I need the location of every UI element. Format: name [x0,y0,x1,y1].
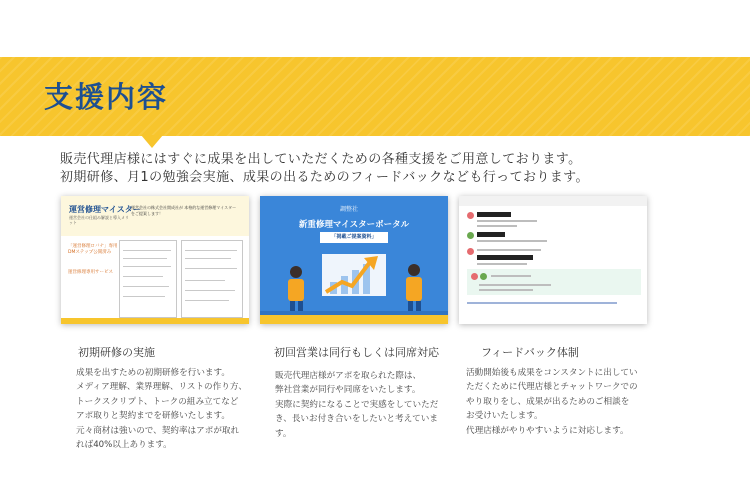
document-line [185,268,237,269]
message-line [477,225,517,227]
text-line: お受けいたします。 [466,411,543,422]
avatar [480,273,487,280]
document-line [123,258,167,259]
person-head [290,266,302,278]
avatar [467,212,474,219]
banner-pointer [141,135,163,148]
redacted-name [477,212,511,217]
text-line: す。 [275,428,292,439]
person-head [408,264,420,276]
portal-title: 新重修理マイスターポータル [298,220,410,230]
text-line: 代理店様がやりやすいように対応します。 [466,425,629,436]
document-line [123,286,169,287]
page-title: 支援内容 [44,80,169,114]
message-line [477,220,537,222]
card-heading: 運営会社の株式会社開成社が 本格的な運営修理マイスター をご提案します！ [131,205,237,216]
text-line: き、長いお付き合いをしたいと考えていま [275,414,438,425]
card-footer-bar [260,315,448,324]
training-materials-card [61,196,249,324]
text-line: 弊社営業が同行や同席をいたします。 [275,385,421,396]
text-line: やり取りをし、成果が出るためのご相談を [466,396,630,407]
redacted-name [477,232,505,237]
text-line: 活動開始後も成果をコンスタントに出してい [466,368,638,378]
document-line [123,296,165,297]
text-line: 元々商材は強いので、契約率はアポが取れ [76,425,240,436]
text-line: トークスクリプト、トークの組み立てなど [76,396,239,407]
message-line [477,249,541,251]
column-heading-feedback: フィードバック体制 [481,346,579,359]
avatar [467,248,474,255]
column-heading-sales: 初回営業は同行もしくは同席対応 [274,346,439,359]
column-text-training [76,366,256,452]
redacted-text [477,255,533,260]
person-body [406,277,422,301]
document-line [185,258,231,259]
chat-window-bar [459,196,647,206]
avatar [471,273,478,280]
intro-text [60,151,720,187]
message-line [491,275,531,277]
text-line: れば40%以上あります。 [76,440,172,451]
column-text-feedback [466,366,646,438]
message-line [477,240,547,242]
card-footer-bar [61,318,249,324]
document-line [185,250,237,251]
message-line [479,284,551,286]
document-line [123,250,171,251]
text-line: 実際に契約になることで実感をしていただ [275,399,439,410]
link-line [467,302,617,304]
card-title: 運営修理マイスター [69,205,141,214]
document-thumbnail [119,240,177,318]
document-line [123,266,171,267]
portal-tag: 「掲載ご提案資料」 [320,232,388,243]
document-line [185,280,225,281]
column-heading-training: 初期研修の実施 [78,346,155,359]
message-line [479,289,533,291]
text-line: 成果を出すための初期研修を行います。 [76,368,231,378]
text-line: 販売代理店様がアポを取られた際は、 [275,371,422,381]
intro-line: 初期研修、月1の勉強会実施、成果の出るためのフィードバックなども行っております。 [60,170,589,185]
text-line: ただくために代理店様とチャットワークでの [466,382,638,393]
text-line: メディア理解、業界理解、リストの作り方、 [76,382,248,393]
document-thumbnail [181,240,243,318]
document-line [185,290,235,291]
document-line [185,300,229,301]
portal-logo: 調整社 [340,206,359,213]
growth-illustration [260,196,448,324]
highlighted-message [467,269,641,295]
side-label: 「運営修理ロバナ」専用 DMステップ公開済み [68,244,118,255]
portal-cover-card [260,196,448,324]
document-line [123,276,163,277]
text-line: アポ取りと契約までを研修いたします。 [76,411,231,422]
chat-feedback-card [459,196,647,324]
side-label: 運営修理専用サービス [68,270,113,275]
person-body [288,279,304,301]
column-text-sales [275,369,455,441]
avatar [467,232,474,239]
intro-line: 販売代理店様にはすぐに成果を出していただくための各種支援をご用意しております。 [60,152,582,167]
message-line [477,263,527,265]
card-subtitle: 運営会社の仕組み解説と導入メリット [69,215,129,225]
